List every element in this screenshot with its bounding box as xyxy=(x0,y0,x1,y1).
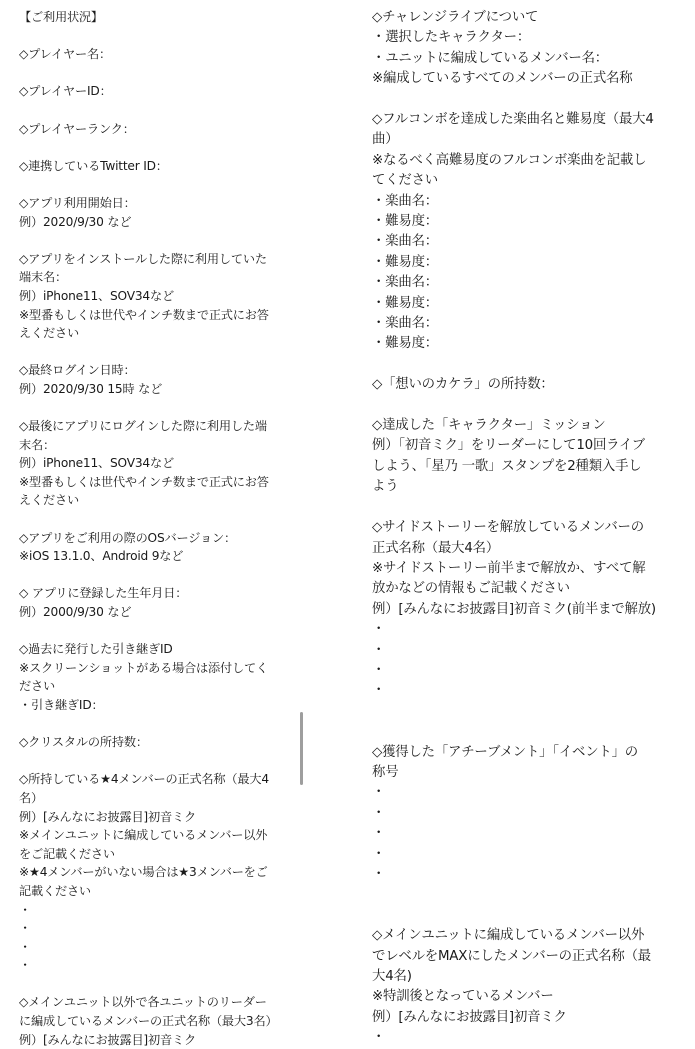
text-line: ※型番もしくは世代やインチ数まで正式にお答 xyxy=(19,307,269,322)
text-line: よう xyxy=(372,479,399,495)
blank-line xyxy=(19,510,281,529)
text-line: ◇アプリをインストールした際に利用していた xyxy=(19,251,267,266)
text-line: ・引き継ぎID： xyxy=(19,697,104,712)
blank-line xyxy=(372,90,678,110)
text-line: ◇プレイヤーランク： xyxy=(19,121,135,136)
text-line: ◇最後にアプリにログインした際に利用した端 xyxy=(19,419,267,434)
text-line: ※iOS 13.1.0、Android 9など xyxy=(19,549,184,564)
text-line: ・ xyxy=(19,921,31,936)
text-line: ・ xyxy=(372,805,386,821)
blank-line xyxy=(19,231,281,250)
text-line: ◇過去に発行した引き継ぎID xyxy=(19,642,173,657)
blank-line xyxy=(372,906,678,926)
text-line: ・ xyxy=(19,902,31,917)
blank-line xyxy=(19,64,281,83)
text-line: 記載ください xyxy=(19,883,91,898)
text-line: をご記載ください xyxy=(19,846,115,861)
text-line: えください xyxy=(19,326,79,341)
text-line: ・難易度： xyxy=(372,295,438,311)
text-line: ◇サイドストーリーを解放しているメンバーの xyxy=(372,520,644,536)
text-line: ◇チャレンジライブについて xyxy=(372,10,539,25)
text-line: しよう、「星乃 一歌」スタンプを2種類入手し xyxy=(372,458,642,474)
blank-line xyxy=(372,355,678,375)
text-line: ・楽曲名： xyxy=(372,316,438,332)
text-line: 例）[みんなにお披露目]初音ミク xyxy=(372,1009,567,1025)
text-line: 例）[みんなにお披露目]初音ミク xyxy=(19,1032,196,1047)
text-line: ・ xyxy=(19,939,31,954)
text-line: ・ xyxy=(19,958,31,973)
blank-line xyxy=(19,715,281,734)
text-line: 例）2020/9/30 15時 など xyxy=(19,381,163,396)
text-line: 例）「初音ミク」をリーダーにして10回ライブ xyxy=(372,438,645,454)
text-line: ◇プレイヤーID： xyxy=(19,84,112,99)
text-line: ◇アプリをご利用の際のOSバージョン： xyxy=(19,530,236,545)
text-line: ◇連携しているTwitter ID： xyxy=(19,158,168,173)
text-line: ※メインユニットに編成しているメンバー以外 xyxy=(19,828,268,843)
text-line: ・楽曲名： xyxy=(372,193,438,209)
text-line: 例）2020/9/30 など xyxy=(19,214,132,229)
text-line: ・選択したキャラクター： xyxy=(372,30,531,46)
text-line: 例）2000/9/30 など xyxy=(19,605,132,619)
text-line: 称号 xyxy=(372,764,399,780)
text-line: ※特訓後となっているメンバー xyxy=(372,989,554,1005)
blank-line xyxy=(372,885,678,905)
text-line: 例）[みんなにお披露目]初音ミク(前半まで解放) xyxy=(372,601,656,617)
blank-line xyxy=(19,138,281,157)
blank-line xyxy=(19,398,281,417)
text-line: ・難易度： xyxy=(372,254,438,270)
text-line: ・ xyxy=(372,826,386,842)
blank-line xyxy=(19,566,281,585)
text-line: ・楽曲名： xyxy=(372,275,438,291)
text-line: 例）[みんなにお披露目]初音ミク xyxy=(19,809,196,824)
text-line: ◇最終ログイン日時： xyxy=(19,363,136,378)
text-line: ※サイドストーリー前半まで解放か、すべて解 xyxy=(372,560,646,576)
text-line: ・ xyxy=(372,866,386,882)
text-line: に編成しているメンバーの正式名称（最大3名） xyxy=(19,1014,278,1029)
blank-line xyxy=(19,975,281,994)
text-line: 名） xyxy=(19,790,43,805)
text-line: ◇ アプリに登録した生年月日： xyxy=(19,586,188,601)
text-line: ・ xyxy=(372,622,386,638)
left-column xyxy=(0,0,343,1047)
text-line: 放かなどの情報もご記載ください xyxy=(372,581,570,597)
text-line: ・ xyxy=(372,662,386,678)
text-line: ・ xyxy=(372,785,386,801)
text-line: てください xyxy=(372,173,438,189)
text-line: ◇達成した「キャラクター」ミッション xyxy=(372,418,606,434)
right-text-block xyxy=(372,8,678,1049)
scrollbar-thumb[interactable] xyxy=(300,712,303,785)
blank-line xyxy=(19,101,281,120)
text-line: ◇「想いのカケラ」の所持数： xyxy=(372,377,554,393)
blank-line xyxy=(372,396,678,416)
text-line: えください xyxy=(19,493,79,508)
text-line: 【ご利用状況】 xyxy=(19,10,103,24)
blank-line xyxy=(19,752,281,771)
text-line: ・難易度： xyxy=(372,214,438,230)
text-line: ◇メインユニットに編成しているメンバー以外 xyxy=(372,928,645,944)
text-line: ・ xyxy=(372,642,386,658)
text-line: 末名： xyxy=(19,437,55,452)
blank-line xyxy=(372,498,678,518)
text-line: ・ xyxy=(372,1030,386,1046)
text-line: ◇フルコンボを達成した楽曲名と難易度（最大4 xyxy=(372,112,654,128)
text-line: ・楽曲名： xyxy=(372,234,438,250)
text-line: ・難易度： xyxy=(372,336,438,352)
text-line: ◇アプリ利用開始日： xyxy=(19,195,136,210)
blank-line xyxy=(372,722,678,742)
blank-line xyxy=(19,27,281,46)
text-line: ・ユニットに編成しているメンバー名： xyxy=(372,50,608,66)
text-line: ※編成しているすべてのメンバーの正式名称 xyxy=(372,71,633,87)
blank-line xyxy=(19,175,281,194)
text-line: 大4名) xyxy=(372,968,412,984)
blank-line xyxy=(372,702,678,722)
text-line: ※★4メンバーがいない場合は★3メンバーをご xyxy=(19,865,268,880)
text-line: 曲） xyxy=(372,132,399,148)
text-line: ※なるべく高難易度のフルコンボ楽曲を記載し xyxy=(372,152,647,168)
text-line: ・ xyxy=(372,683,386,699)
left-text-block xyxy=(19,8,281,1049)
text-line: ・ xyxy=(372,846,386,862)
text-line: ※スクリーンショットがある場合は添付してく xyxy=(19,660,268,675)
text-line: ◇プレイヤー名： xyxy=(19,47,111,62)
text-line: 例）iPhone11、SOV34など xyxy=(19,288,174,303)
blank-line xyxy=(19,343,281,362)
text-line: ※型番もしくは世代やインチ数まで正式にお答 xyxy=(19,474,269,489)
right-column xyxy=(350,0,695,1046)
text-line: 端末名： xyxy=(19,270,67,285)
text-line: ◇クリスタルの所持数： xyxy=(19,735,148,750)
text-line: ◇所持している★4メンバーの正式名称（最大4 xyxy=(19,772,269,787)
text-line: ◇メインユニット以外で各ユニットのリーダー xyxy=(19,995,267,1010)
text-line: ◇獲得した「アチーブメント」「イベント」の xyxy=(372,744,639,760)
blank-line xyxy=(19,622,281,641)
text-line: 例）iPhone11、SOV34など xyxy=(19,456,174,471)
text-line: ださい xyxy=(19,679,55,694)
text-line: 正式名称（最大4名） xyxy=(372,540,500,556)
text-line: でレベルをMAXにしたメンバーの正式名称（最 xyxy=(372,948,651,964)
